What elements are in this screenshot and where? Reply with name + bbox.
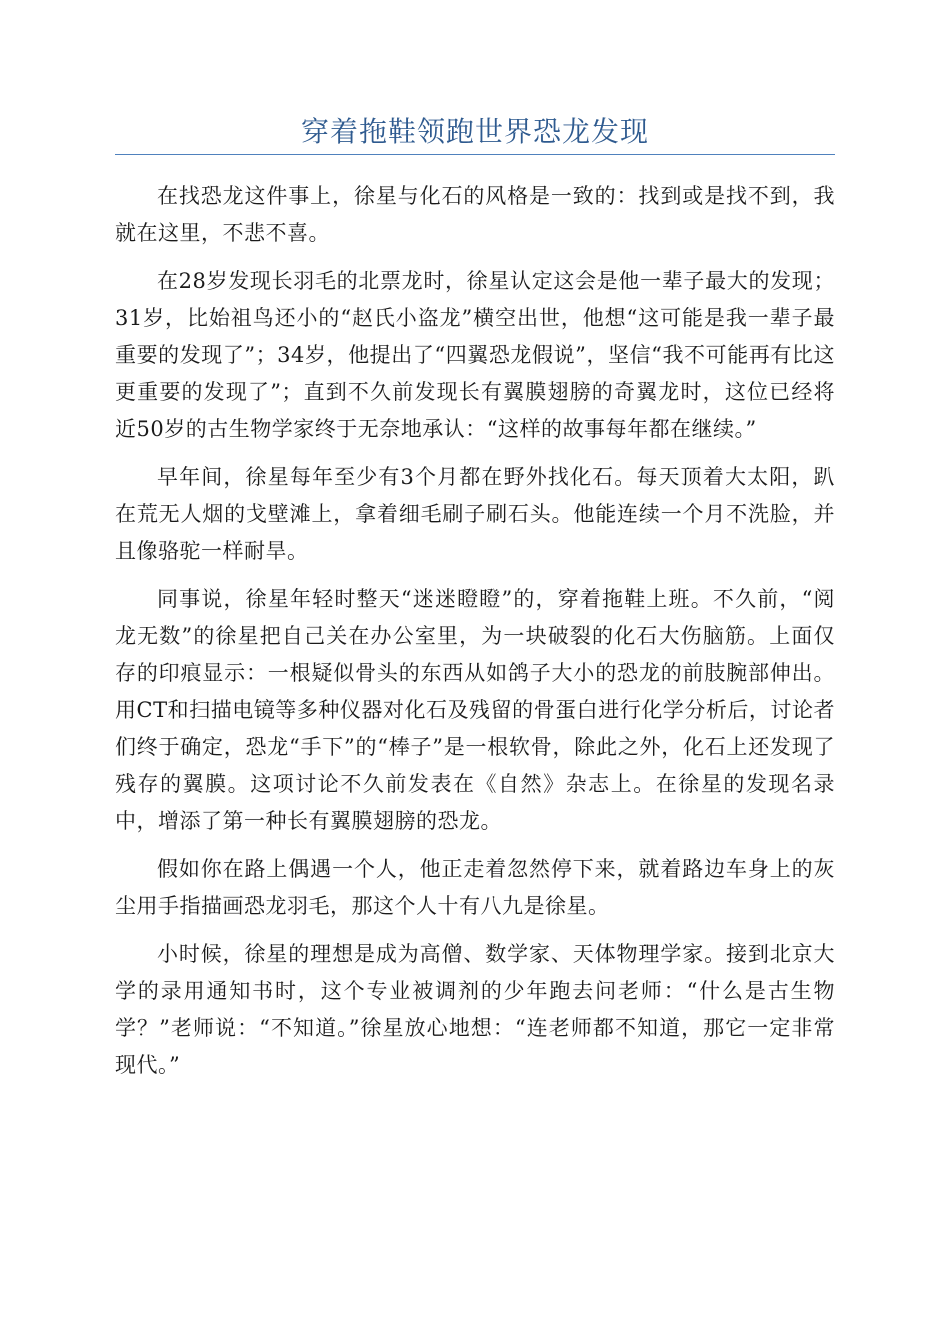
paragraph-6: 小时候，徐星的理想是成为高僧、数学家、天体物理学家。接到北京大学的录用通知书时，这个专业被调剂的少年跑去问老师：“什么是古生物学？”老师说：“不知道。”徐星放心地想：“连老师都不知道，那它一定非常现代。” <box>115 942 835 1077</box>
paragraph-4: 同事说，徐星年轻时整天“迷迷瞪瞪”的，穿着拖鞋上班。不久前，“阅龙无数”的徐星把自己关在办公室里，为一块破裂的化石大伤脑筋。上面仅存的印痕显示：一根疑似骨头的东西从如鸽子大小的恐龙的前肢腕部伸出。用CT和扫描电镜等多种仪器对化石及残留的骨蛋白进行化学分析后，讨论者们终于确定，恐龙“手下”的“棒子”是一根软骨，除此之外，化石上还发现了残存的翼膜。这项讨论不久前发表在《自然》杂志上。在徐星的发现名录中，增添了第一种长有翼膜翅膀的恐龙。 <box>115 587 835 833</box>
paragraph-1: 在找恐龙这件事上，徐星与化石的风格是一致的：找到或是找不到，我就在这里，不悲不喜。 <box>115 184 835 245</box>
paragraph-2: 在28岁发现长羽毛的北票龙时，徐星认定这会是他一辈子最大的发现；31岁，比始祖鸟还小的“赵氏小盗龙”横空出世，他想“这可能是我一辈子最重要的发现了”；34岁，他提出了“四翼恐龙假说”，坚信“我不可能再有比这更重要的发现了”；直到不久前发现长有翼膜翅膀的奇翼龙时，这位已经将近50岁的古生物学家终于无奈地承认：“这样的故事每年都在继续。” <box>115 269 835 441</box>
title-underline <box>115 154 835 155</box>
paragraph-5: 假如你在路上偶遇一个人，他正走着忽然停下来，就着路边车身上的灰尘用手指描画恐龙羽毛，那这个人十有八九是徐星。 <box>115 857 835 918</box>
paragraph-3: 早年间，徐星每年至少有3个月都在野外找化石。每天顶着大太阳，趴在荒无人烟的戈壁滩上，拿着细毛刷子刷石头。他能连续一个月不洗脸，并且像骆驼一样耐旱。 <box>115 465 835 563</box>
document-title: 穿着拖鞋领跑世界恐龙发现 <box>300 115 649 148</box>
article-body <box>115 178 835 1095</box>
